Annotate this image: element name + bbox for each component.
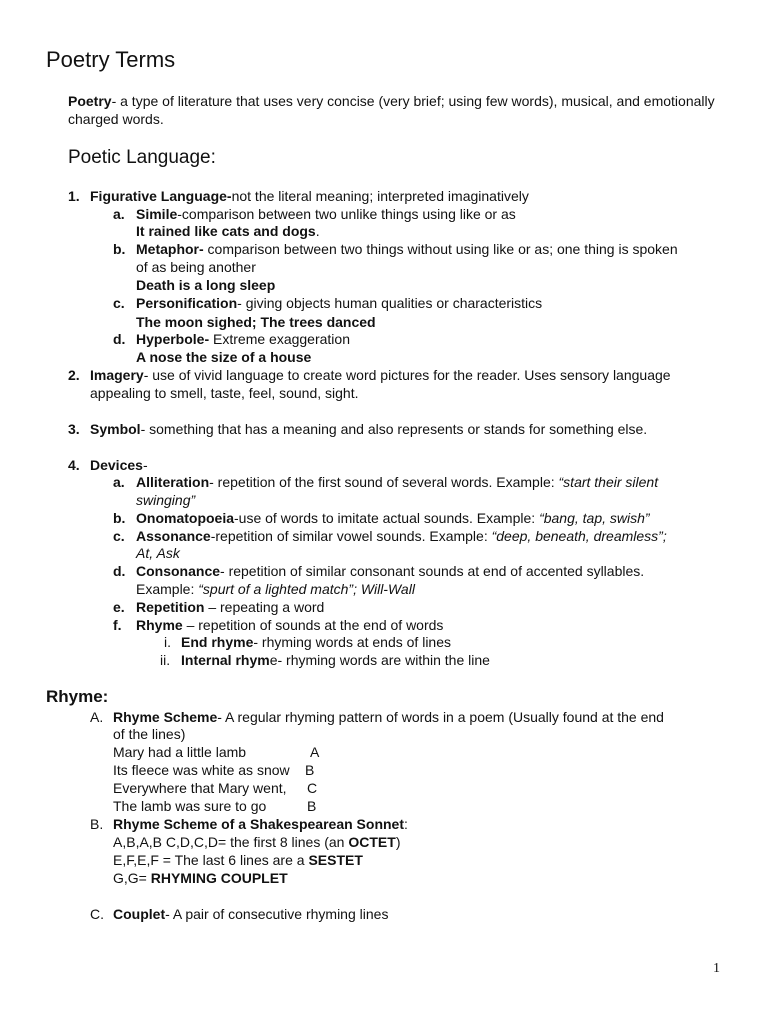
text-span: A. (90, 709, 104, 725)
sub-item-number (113, 616, 122, 634)
text-span: a. (113, 474, 125, 490)
text-span: e. (113, 599, 125, 615)
rhyme-heading: Rhyme: (46, 687, 109, 706)
text-span: - use of vivid language to create word pictures for the reader. Uses sensory language (143, 367, 671, 383)
example-metaphor (136, 276, 275, 294)
poem-line (113, 761, 290, 779)
text-span: OCTET (348, 834, 396, 850)
item-number (68, 420, 80, 438)
poem-line (113, 743, 246, 761)
text-span: - repetition of the first sound of several words. Example: (209, 474, 559, 490)
item-number (68, 456, 80, 474)
text-span: End rhyme (181, 634, 254, 650)
text-span: Imagery (90, 367, 144, 383)
text-span: Symbol (90, 421, 141, 437)
text-span: - repetition of similar consonant sounds at end of accented syllables. (220, 563, 645, 579)
example-consonance (136, 580, 415, 598)
poetic-language-heading: Poetic Language: (68, 147, 216, 168)
example-assonance (136, 544, 180, 562)
text-span: Alliteration (136, 474, 210, 490)
metaphor-def-continued (136, 258, 256, 276)
text-span: i. (164, 634, 171, 650)
text-span: f. (113, 617, 122, 633)
item-number: 1. (68, 188, 80, 204)
list-item-devices (90, 456, 148, 474)
poem-line (113, 797, 266, 815)
text-span: Simile (136, 206, 178, 222)
text-span: -use of words to imitate actual sounds. Example: (234, 510, 540, 526)
sub-sub-item-internal-rhyme (181, 651, 490, 669)
text-span: “bang, tap, swish” (539, 510, 650, 526)
text-span: b. (113, 510, 126, 526)
list-item-text (90, 187, 529, 205)
sub-item-number (113, 473, 125, 491)
text-span: a. (113, 206, 125, 222)
text-span: Extreme exaggeration (209, 331, 350, 347)
text-span: Death is a long sleep (136, 277, 276, 293)
text-span: - giving objects human qualities or characteristics (237, 295, 543, 311)
text-span: Repetition (136, 599, 205, 615)
text-span: b. (113, 241, 126, 257)
text-span: A (310, 744, 320, 760)
rhyme-scheme-def-continued (113, 725, 185, 743)
text-span: c. (113, 528, 125, 544)
text-span: Assonance (136, 528, 211, 544)
sub-item-number (113, 527, 125, 545)
text-span: Internal rhym (181, 652, 270, 668)
text-span: d. (113, 331, 126, 347)
letter-number (90, 905, 104, 923)
sub-item-rhyme (136, 616, 443, 634)
text-span: ii. (160, 652, 171, 668)
term: Figurative Language- (90, 188, 232, 204)
text-span: – repeating a word (204, 599, 325, 615)
text-span: Its fleece was white as snow (113, 762, 290, 778)
text-span: -repetition of similar vowel sounds. Example: (210, 528, 492, 544)
text-span: Onomatopoeia (136, 510, 235, 526)
list-item (68, 187, 80, 205)
example-simile (136, 222, 320, 240)
rhyme-letter (307, 797, 316, 815)
text-span: Rhyme Scheme of a Shakespearean Sonnet (113, 816, 404, 832)
text-span: - something that has a meaning and also represents or stands for something else. (140, 421, 648, 437)
poetry-term: Poetry (68, 93, 112, 109)
sub-item-simile (136, 205, 516, 223)
example-alliteration (136, 491, 195, 509)
text-span: - rhyming words at ends of lines (253, 634, 451, 650)
text-span: Mary had a little lamb (113, 744, 247, 760)
sub-item-repetition (136, 598, 324, 616)
sub-item-number (113, 598, 125, 616)
text-span: - A regular rhyming pattern of words in a poem (Usually found at the end (217, 709, 664, 725)
text-span: - A pair of consecutive rhyming lines (165, 906, 389, 922)
letter-number (90, 815, 103, 833)
sub-item-assonance (136, 527, 667, 545)
text-span: . (315, 223, 320, 239)
text-span: “deep, beneath, dreamless”; (491, 528, 667, 544)
example-personification (136, 313, 376, 331)
roman-number (160, 651, 170, 669)
sub-item-consonance (136, 562, 644, 580)
text-span: Couplet (113, 906, 166, 922)
page-number: 1 (713, 961, 720, 976)
text-span: c. (113, 295, 125, 311)
text-span: ) (395, 834, 401, 850)
imagery-def-continued (90, 384, 359, 402)
rhyme-letter (305, 761, 314, 779)
rhyme-scheme-item (113, 708, 664, 726)
text-span: appealing to smell, taste, feel, sound, sight. (90, 385, 359, 401)
text-span: Consonance (136, 563, 221, 579)
text-span: of as being another (136, 259, 256, 275)
sub-item-metaphor (136, 240, 678, 258)
text-span: Rhyme (136, 617, 183, 633)
sub-item-number (113, 330, 125, 348)
text-span: E,F,E,F = The last 6 lines are a (113, 852, 309, 868)
text-span: - rhyming words are within the line (277, 652, 490, 668)
text-span: A nose the size of a house (136, 349, 312, 365)
text-span: RHYMING COUPLET (150, 870, 288, 886)
sub-item-number (113, 562, 125, 580)
sub-item-number (113, 294, 125, 312)
text-span: – repetition of sounds at the end of words (182, 617, 444, 633)
text-span: comparison between two things without using like or as; one thing is spoken (203, 241, 678, 257)
text-span: e (269, 652, 278, 668)
example-hyperbole (136, 348, 311, 366)
poem-line (113, 779, 287, 797)
sub-sub-item-end-rhyme (181, 633, 451, 651)
text-span: -comparison between two unlike things using like or as (177, 206, 516, 222)
roman-number (164, 633, 171, 651)
text-span: Metaphor- (136, 241, 204, 257)
sonnet-sestet-line (113, 851, 363, 869)
text-span: d. (113, 563, 126, 579)
sonnet-octet-line (113, 833, 401, 851)
sub-item-hyperbole (136, 330, 350, 348)
definition: not the literal meaning; interpreted imaginatively (231, 188, 529, 204)
sub-item-alliteration (136, 473, 658, 491)
text-span: C (307, 780, 318, 796)
sub-item-number (113, 205, 125, 223)
rhyme-letter (310, 743, 319, 761)
text-span: 3. (68, 421, 80, 437)
text-span: The lamb was sure to go (113, 798, 267, 814)
text-span: It rained like cats and dogs (136, 223, 316, 239)
text-span: Personification (136, 295, 238, 311)
text-span: Everywhere that Mary went, (113, 780, 287, 796)
text-span: 4. (68, 457, 80, 473)
text-span: Example: (136, 581, 199, 597)
list-item-imagery (90, 366, 671, 384)
poetry-definition (68, 92, 728, 128)
page-title: Poetry Terms (46, 47, 176, 72)
text-span: of the lines) (113, 726, 186, 742)
text-span: C. (90, 906, 104, 922)
text-span: B. (90, 816, 104, 832)
text-span: SESTET (308, 852, 363, 868)
text-span: A,B,A,B C,D,C,D= the first 8 lines (an (113, 834, 349, 850)
couplet-item (113, 905, 388, 923)
poetry-def: - a type of literature that uses very concise (very brief; using few words), musical, and emotionally charged words. (68, 93, 715, 127)
text-span: “spurt of a lighted match”; Will-Wall (198, 581, 415, 597)
text-span: The moon sighed; The trees danced (136, 314, 376, 330)
letter-number (90, 708, 103, 726)
text-span: B (307, 798, 317, 814)
text-span: Rhyme Scheme (113, 709, 218, 725)
text-span: - (142, 457, 148, 473)
text-span: : (404, 816, 408, 832)
text-span: G,G= (113, 870, 151, 886)
text-span: B (305, 762, 315, 778)
sonnet-couplet-line (113, 869, 288, 887)
rhyme-letter (307, 779, 317, 797)
item-number (68, 366, 80, 384)
text-span: swinging” (136, 492, 196, 508)
text-span: At, Ask (136, 545, 180, 561)
text-span: “start their silent (558, 474, 659, 490)
sub-item-number (113, 240, 125, 258)
sub-item-onomatopoeia (136, 509, 650, 527)
sub-item-personification (136, 294, 542, 312)
text-span: Hyperbole- (136, 331, 210, 347)
text-span: 2. (68, 367, 80, 383)
sub-item-number (113, 509, 125, 527)
text-span: Devices (90, 457, 143, 473)
list-item-symbol (90, 420, 647, 438)
shakespearean-sonnet-item (113, 815, 408, 833)
